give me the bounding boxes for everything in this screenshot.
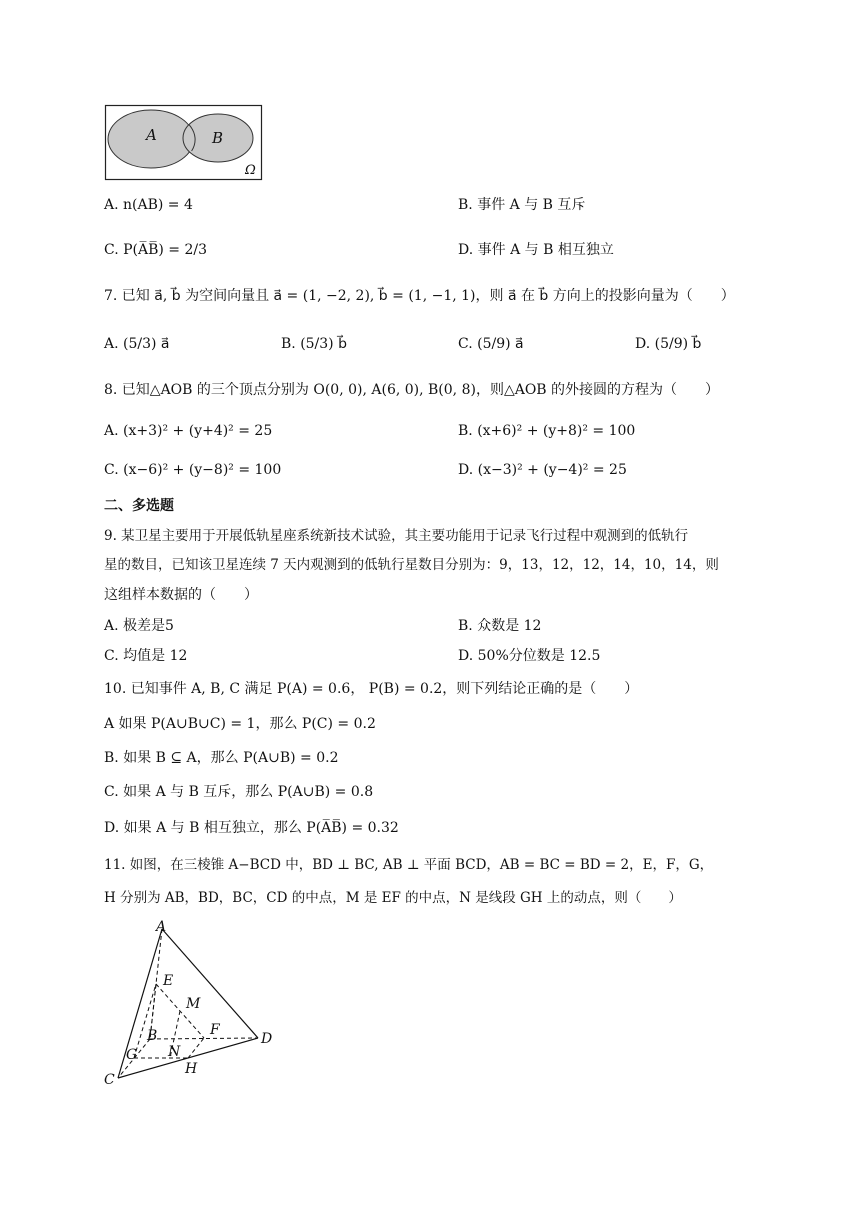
q10-stem: 10. 已知事件 A, B, C 满足 P(A) = 0.6， P(B) = 0.2，则下列结论正确的是（ ）	[104, 681, 639, 697]
point-n-label: N	[168, 1044, 181, 1060]
point-d-label: D	[261, 1031, 273, 1047]
q9-option-a: A. 极差是5	[104, 618, 174, 634]
q9-stem-line3: 这组样本数据的（ ）	[104, 587, 258, 603]
q7-option-c: C. (5/9) a⃗	[458, 336, 524, 352]
q7-option-a: A. (5/3) a⃗	[104, 336, 170, 352]
point-g-label: G	[126, 1047, 138, 1063]
q8-option-a: A. (x+3)² + (y+4)² = 25	[104, 423, 273, 439]
q9-option-b: B. 众数是 12	[458, 618, 542, 634]
point-c-label: C	[104, 1072, 115, 1088]
q8-stem: 8. 已知△AOB 的三个顶点分别为 O(0, 0), A(6, 0), B(0, 8)，则△AOB 的外接圆的方程为（ ）	[104, 382, 720, 398]
venn-label-a: A	[146, 126, 157, 144]
point-f-label: F	[210, 1022, 220, 1038]
point-a-label: A	[156, 919, 167, 935]
venn-diagram	[104, 104, 264, 182]
q6-option-a: A. n(AB) = 4	[104, 197, 193, 213]
point-b-label: B	[147, 1028, 158, 1044]
q6-option-c: C. P(A̅B̅) = 2/3	[104, 242, 208, 258]
q10-option-d: D. 如果 A 与 B 相互独立，那么 P(A̅B̅) = 0.32	[104, 820, 399, 836]
q11-stem-line2: H 分别为 AB，BD，BC，CD 的中点，M 是 EF 的中点，N 是线段 GH 上的动点，则（ ）	[104, 890, 682, 906]
q9-stem-line2: 星的数目，已知该卫星连续 7 天内观测到的低轨行星数目分别为：9，13，12，12，14，10，14，则	[104, 557, 719, 573]
venn-label-b: B	[212, 129, 224, 147]
q7-option-b: B. (5/3) b⃗	[281, 336, 347, 352]
q9-option-c: C. 均值是 12	[104, 648, 188, 664]
point-h-label: H	[185, 1061, 198, 1077]
q8-option-c: C. (x−6)² + (y−8)² = 100	[104, 462, 282, 478]
section-heading: 二、多选题	[104, 498, 174, 514]
point-e-label: E	[163, 973, 174, 989]
q8-option-d: D. (x−3)² + (y−4)² = 25	[458, 462, 627, 478]
q6-option-d: D. 事件 A 与 B 相互独立	[458, 242, 614, 258]
q9-option-d: D. 50%分位数是 12.5	[458, 648, 601, 664]
q6-option-b: B. 事件 A 与 B 互斥	[458, 197, 586, 213]
q10-option-a: A 如果 P(A∪B∪C) = 1，那么 P(C) = 0.2	[104, 716, 376, 732]
q10-option-c: C. 如果 A 与 B 互斥，那么 P(A∪B) = 0.8	[104, 784, 374, 800]
q9-stem-line1: 9. 某卫星主要用于开展低轨星座系统新技术试验，其主要功能用于记录飞行过程中观测到的低轨行	[104, 528, 689, 544]
venn-label-omega: Ω	[245, 163, 256, 178]
q7-option-d: D. (5/9) b⃗	[635, 336, 702, 352]
point-m-label: M	[186, 996, 201, 1012]
q7-stem: 7. 已知 a⃗, b⃗ 为空间向量且 a⃗ = (1, −2, 2), b⃗ = (1, −1, 1)，则 a⃗ 在 b⃗ 方向上的投影向量为（ ）	[104, 288, 735, 304]
q11-stem-line1: 11. 如图，在三棱锥 A−BCD 中，BD ⊥ BC, AB ⊥ 平面 BCD，AB = BC = BD = 2，E，F，G，	[104, 857, 714, 873]
q10-option-b: B. 如果 B ⊆ A，那么 P(A∪B) = 0.2	[104, 750, 339, 766]
q8-option-b: B. (x+6)² + (y+8)² = 100	[458, 423, 636, 439]
